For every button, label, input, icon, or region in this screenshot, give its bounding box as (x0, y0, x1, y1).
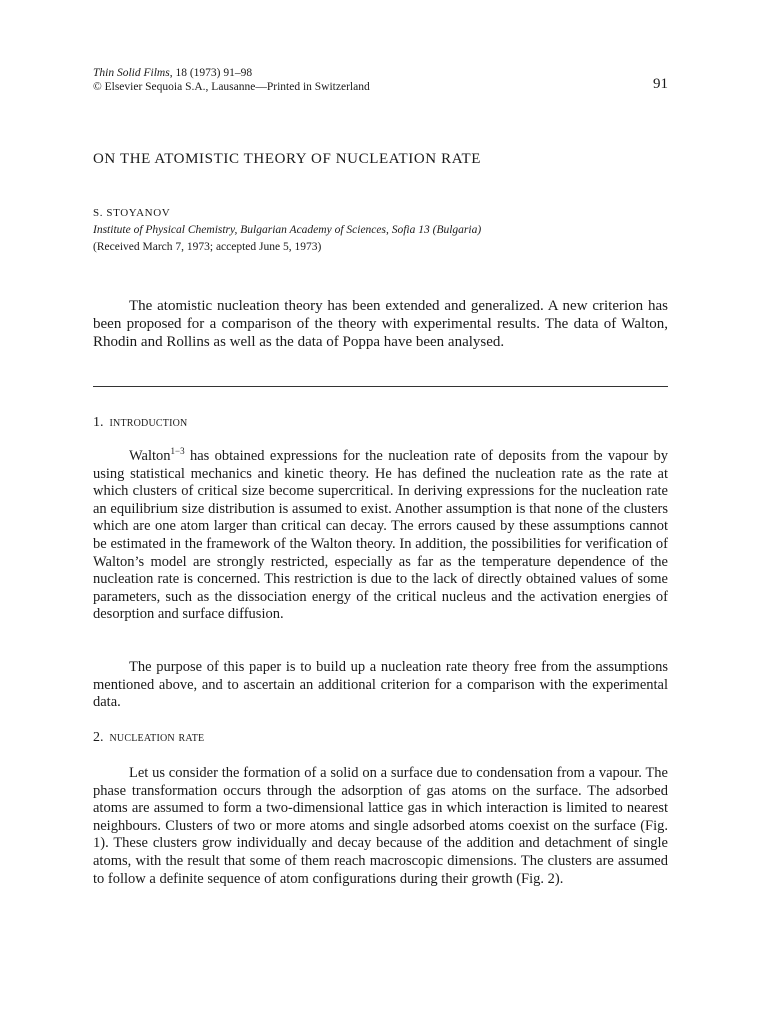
walton-name: Walton (129, 448, 171, 464)
journal-volume-pages: , 18 (1973) 91–98 (169, 67, 253, 79)
article-title: ON THE ATOMISTIC THEORY OF NUCLEATION RATE (93, 151, 481, 167)
section-number: 1. (93, 415, 104, 430)
publisher-line: © Elsevier Sequoia S.A., Lausanne—Printed in Switzerland (93, 81, 370, 93)
reference-superscript: 1−3 (170, 446, 185, 457)
journal-title: Thin Solid Films (93, 67, 170, 79)
abstract: The atomistic nucleation theory has been extended and generalized. A new criterion has been proposed for a comparison of the theory with experimental results. The data of Walton, Rhodin and Rollins as well as the data of Poppa have been analysed. (93, 298, 668, 350)
introduction-paragraph-1 (93, 448, 668, 624)
author-affiliation: Institute of Physical Chemistry, Bulgarian Academy of Sciences, Sofia 13 (Bulgaria) (93, 224, 482, 236)
journal-header (93, 66, 370, 94)
nucleation-rate-paragraph-1: Let us consider the formation of a solid on a surface due to condensation from a vapour. The phase transformation occurs through the adsorption of gas atoms on the surface. The adsorbed atoms are assumed to form a two-dimensional lattice gas in which interaction is limited to nearest neighbours. Clusters of two or more atoms and single adsorbed atoms coexist on the surface (Fig. 1). These clusters grow individually and decay because of the addition and detachment of single atoms, with the result that some of them reach macroscopic dimensions. The clusters are assumed to follow a definite sequence of atom configurations during their growth (Fig. 2). (93, 765, 668, 887)
paragraph-text: has obtained expressions for the nucleation rate of deposits from the vapour by using statistical mechanics and kinetic theory. He has defined the nucleation rate as the rate at which clusters of critical size become supercritical. In deriving expressions for the nucleation rate an equilibrium size distribution is assumed to exist. Another assumption is that none of the clusters which are one atom larger than critical can decay. The errors caused by these assumptions cannot be estimated in the framework of the Walton theory. In addition, the possibilities for verification of Walton’s model are strongly restricted, especially as far as the temperature dependence of the nucleation rate is concerned. This restriction is due to the lack of directly obtained values of some parameters, such as the dissociation energy of the critical nucleus and the activation energies of desorption and surface diffusion. (93, 448, 668, 623)
section-heading-nucleation-rate (93, 730, 204, 746)
page-number: 91 (653, 76, 668, 92)
section-title: introduction (109, 415, 188, 430)
author-name: S. STOYANOV (93, 207, 171, 219)
abstract-divider (93, 386, 668, 387)
journal-citation (93, 66, 370, 80)
section-number: 2. (93, 730, 104, 745)
introduction-paragraph-2: The purpose of this paper is to build up a nucleation rate theory free from the assumptions mentioned above, and to ascertain an additional criterion for a comparison with the experimental data. (93, 659, 668, 711)
section-heading-introduction (93, 415, 187, 431)
received-dates: (Received March 7, 1973; accepted June 5, 1973) (93, 241, 322, 253)
section-title: nucleation rate (109, 730, 205, 745)
